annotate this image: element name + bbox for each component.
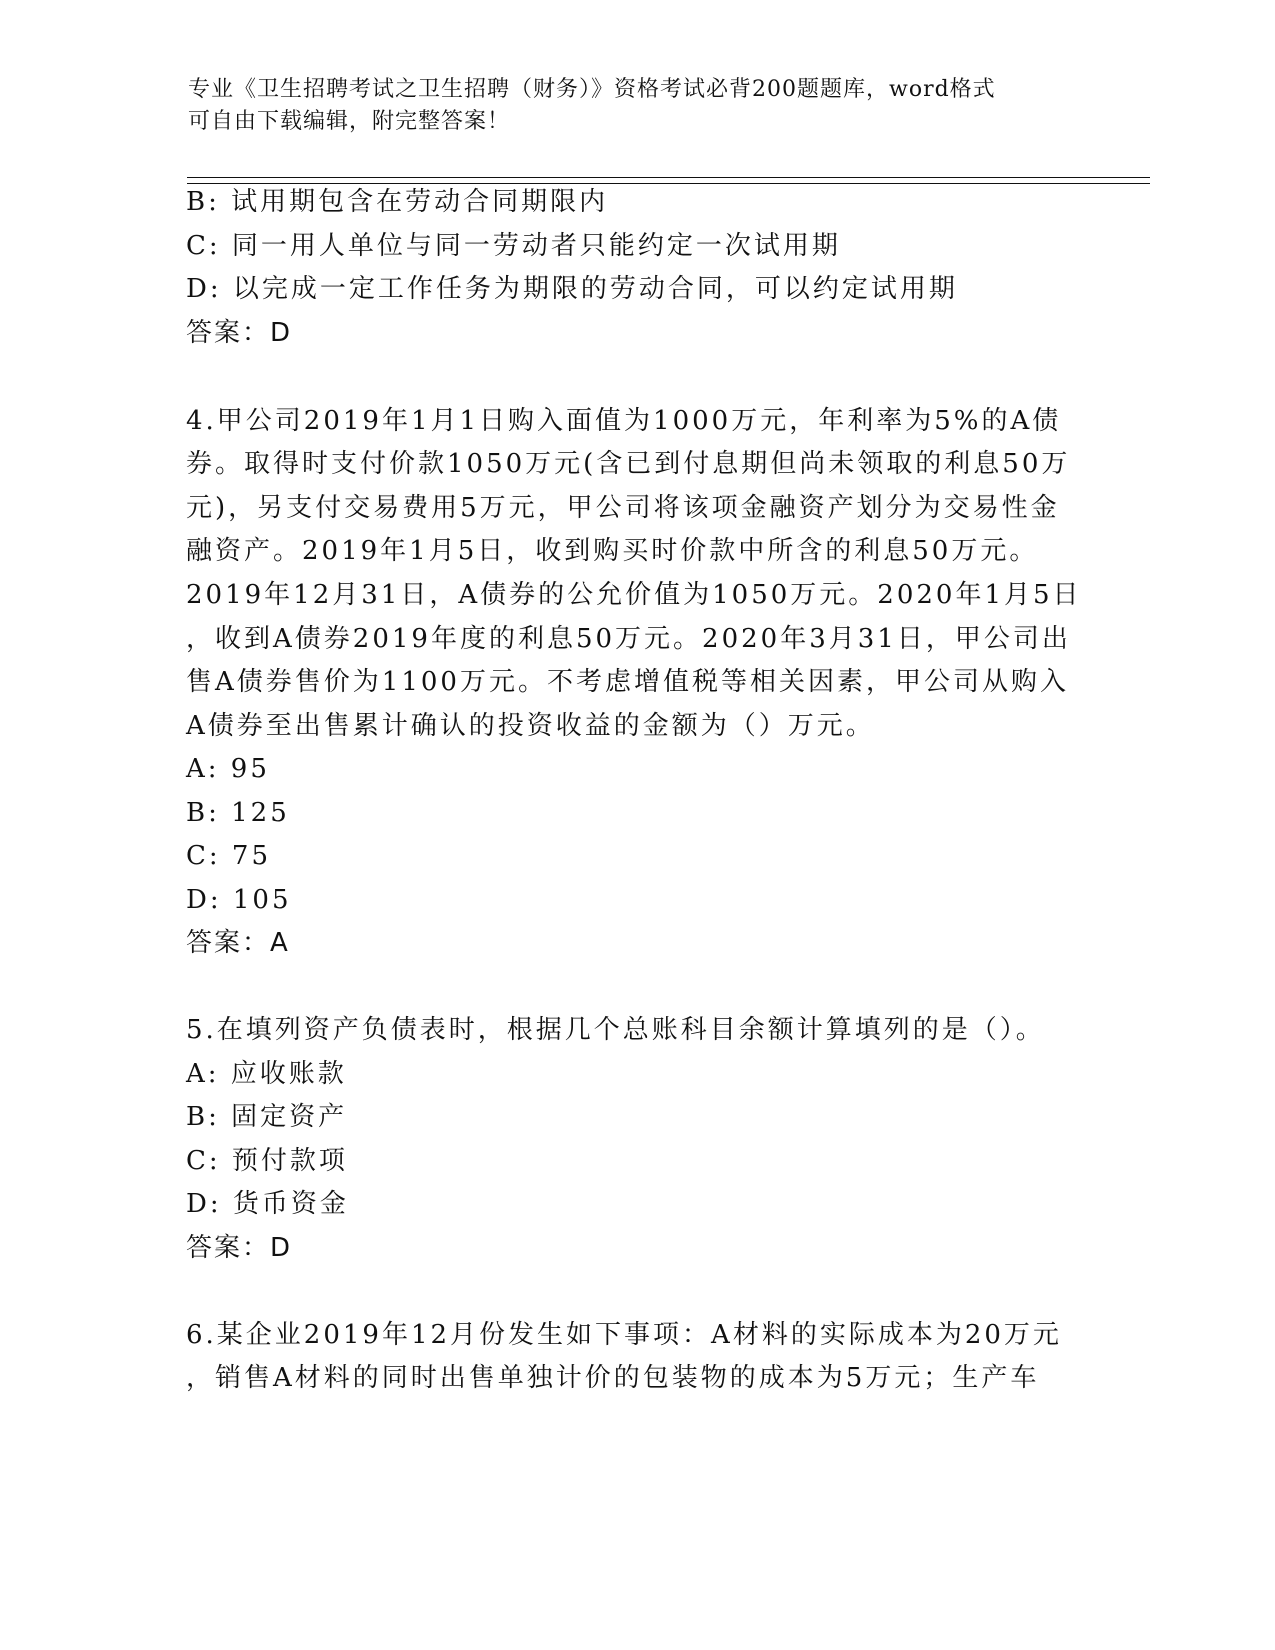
q3-option-b: B: 试用期包含在劳动合同期限内 [186,187,609,217]
q5-option-a: A: 应收账款 [186,1059,347,1089]
q4-stem-line-5: 2019年12月31日，A债券的公允价值为1050万元。2020年1月5日 [186,580,1082,610]
header-divider-top [187,177,1150,178]
q4-stem-line-8: A债券至出售累计确认的投资收益的金额为（）万元。 [186,711,875,741]
q4-stem-line-6: ，收到A债券2019年度的利息50万元。2020年3月31日，甲公司出 [186,624,1071,654]
document-header [188,74,1068,138]
q4-stem-line-4: 融资产。2019年1月5日，收到购买时价款中所含的利息50万元。 [186,536,1039,566]
q4-stem-line-7: 售A债券售价为1100万元。不考虑增值税等相关因素，甲公司从购入 [186,667,1069,697]
q4-stem-line-2: 券。取得时支付价款1050万元(含已到付息期但尚未领取的利息50万 [186,449,1071,479]
q3-answer: 答案：D [186,318,293,348]
q4-option-b: B: 125 [186,798,290,828]
q5-stem: 5.在填列资产负债表时，根据几个总账科目余额计算填列的是（）。 [186,1015,1045,1045]
q4-stem-line-1: 4.甲公司2019年1月1日购入面值为1000万元，年利率为5%的A债 [186,406,1062,436]
q5-answer: 答案：D [186,1233,293,1263]
q3-option-d: D: 以完成一定工作任务为期限的劳动合同，可以约定试用期 [186,274,958,304]
header-line-1: 专业《卫生招聘考试之卫生招聘（财务）》资格考试必背200题题库，word格式 [188,77,996,102]
q3-option-c: C: 同一用人单位与同一劳动者只能约定一次试用期 [186,231,841,261]
q5-option-b: B: 固定资产 [186,1102,348,1132]
q5-option-d: D: 货币资金 [186,1189,349,1219]
header-line-2: 可自由下载编辑，附完整答案！ [188,109,511,134]
q5-option-c: C: 预付款项 [186,1146,348,1176]
q4-option-a: A: 95 [186,754,270,784]
q6-stem-line-1: 6.某企业2019年12月份发生如下事项：A材料的实际成本为20万元 [186,1320,1062,1350]
q4-stem-line-3: 元)，另支付交易费用5万元，甲公司将该项金融资产划分为交易性金 [186,493,1060,523]
q6-stem-line-2: ，销售A材料的同时出售单独计价的包装物的成本为5万元；生产车 [186,1363,1040,1393]
header-divider-bottom [187,183,1150,184]
q4-option-c: C: 75 [186,841,272,871]
q4-option-d: D: 105 [186,885,292,915]
q4-answer: 答案：A [186,928,290,958]
